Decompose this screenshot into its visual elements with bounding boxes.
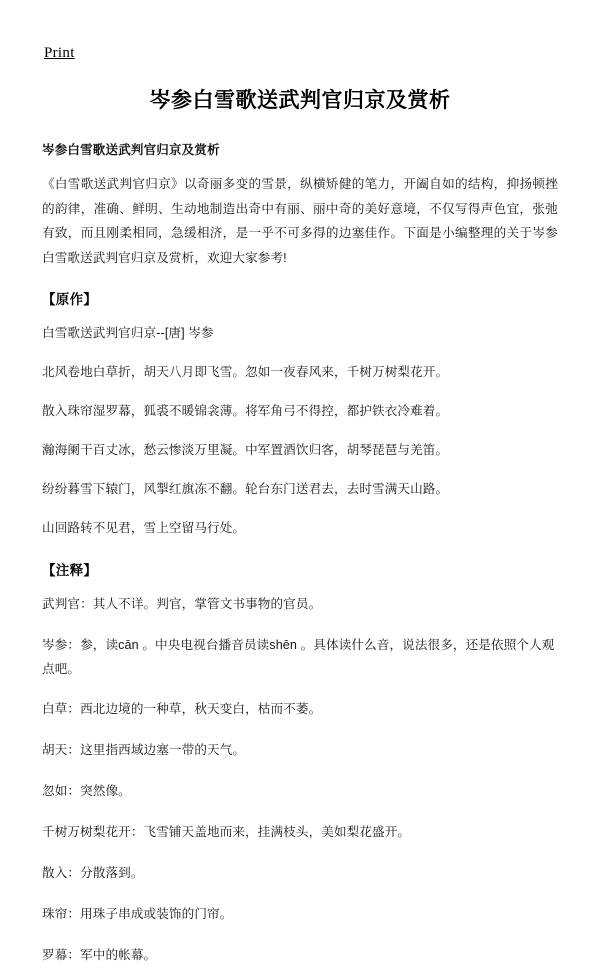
poem-line: 散入珠帘湿罗幕，狐裘不暖锦衾薄。将军角弓不得控，都护铁衣冷难着。 bbox=[42, 404, 449, 419]
poem-line: 瀚海阑干百丈冰，愁云惨淡万里凝。中军置酒饮归客，胡琴琵琶与羌笛。 bbox=[42, 442, 449, 457]
note-item: 忽如：突然像。 bbox=[42, 784, 131, 799]
note-item: 罗幕：军中的帐幕。 bbox=[42, 948, 157, 963]
note-item: 岑参：参，读cān 。中央电视台播音员读shēn 。具体读什么音，说法很多，还是依照个人观点吧。 bbox=[42, 637, 555, 676]
print-button[interactable]: Print bbox=[44, 45, 75, 61]
page-title: 岑参白雪歌送武判官归京及赏析 bbox=[149, 89, 451, 112]
note-item: 散入：分散落到。 bbox=[42, 866, 144, 881]
note-item: 胡天：这里指西域边塞一带的天气。 bbox=[42, 743, 246, 758]
poem-line: 白雪歌送武判官归京--[唐] 岑参 bbox=[42, 326, 214, 341]
note-item: 千树万树梨花开：飞雪铺天盖地而来，挂满枝头，美如梨花盛开。 bbox=[42, 825, 411, 840]
poem-line: 山回路转不见君，雪上空留马行处。 bbox=[42, 520, 246, 535]
note-item: 武判官：其人不详。判官，掌管文书事物的官员。 bbox=[42, 596, 322, 611]
section-heading-notes: 【注释】 bbox=[42, 562, 98, 578]
note-item: 珠帘：用珠子串成或装饰的门帘。 bbox=[42, 907, 233, 922]
section-heading-original: 【原作】 bbox=[42, 292, 98, 308]
document-subtitle: 岑参白雪歌送武判官归京及赏析 bbox=[42, 143, 220, 157]
poem-line: 北风卷地白草折，胡天八月即飞雪。忽如一夜春风来，千树万树梨花开。 bbox=[42, 365, 449, 380]
poem-line: 纷纷暮雪下辕门，风掣红旗冻不翻。轮台东门送君去，去时雪满天山路。 bbox=[42, 481, 449, 496]
intro-paragraph: 《白雪歌送武判官归京》以奇丽多变的雪景，纵横矫健的笔力，开阖自如的结构，抑扬顿挫的韵律，准确、鲜明、生动地制造出奇中有丽、丽中奇的美好意境，不仅写得声色宜，张弛有致，而且刚柔相同，急缓相济，是一乎不可多得的边塞佳作。下面是小编整理的关于岑参白雪歌送武判官归京及赏析，欢迎大家参考! bbox=[42, 177, 558, 265]
note-item: 白草：西北边境的一种草，秋天变白，枯而不萎。 bbox=[42, 702, 322, 717]
